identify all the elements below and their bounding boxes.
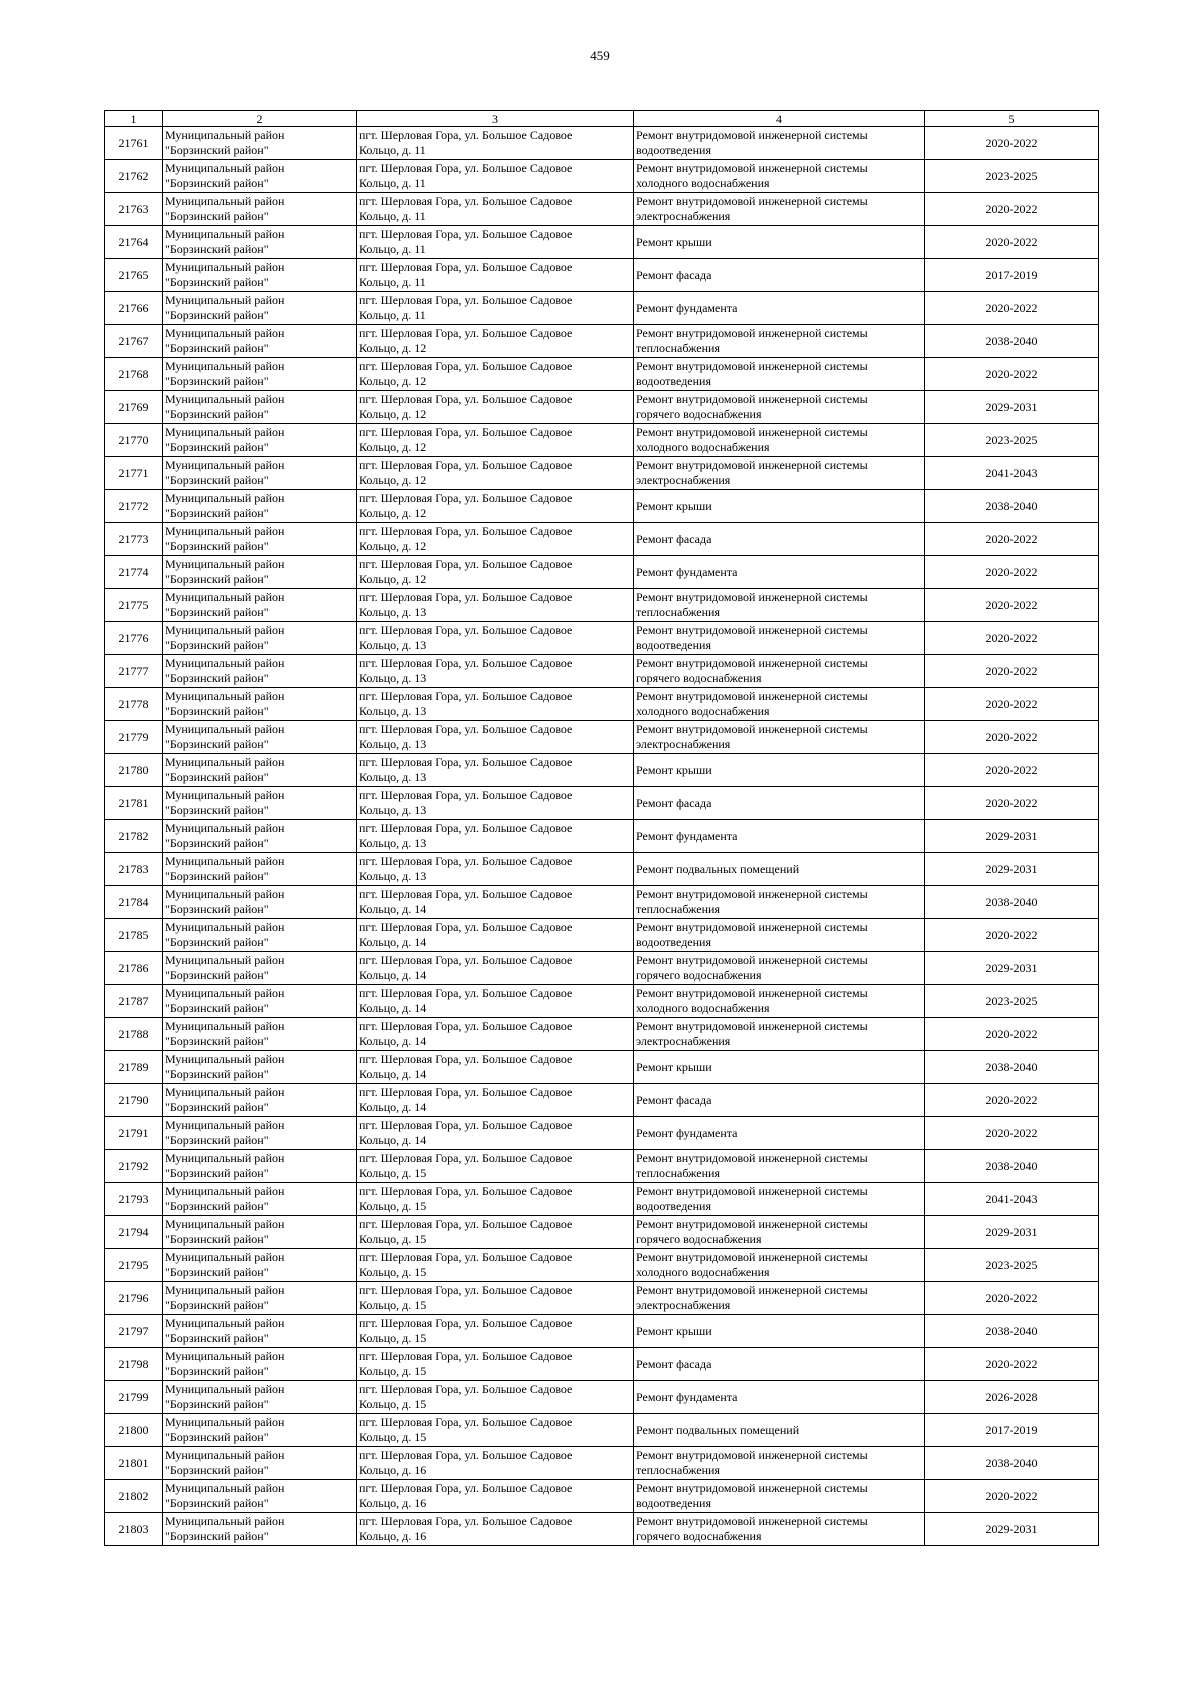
address-cell: пгт. Шерловая Гора, ул. Большое Садовое Кольцо, д. 11 xyxy=(357,193,634,226)
address-cell: пгт. Шерловая Гора, ул. Большое Садовое Кольцо, д. 13 xyxy=(357,787,634,820)
district-cell: Муниципальный район "Борзинский район" xyxy=(163,589,357,622)
table-row xyxy=(105,1018,1099,1051)
district-cell: Муниципальный район "Борзинский район" xyxy=(163,721,357,754)
district-cell: Муниципальный район "Борзинский район" xyxy=(163,259,357,292)
row-number-cell: 21787 xyxy=(105,985,163,1018)
district-cell: Муниципальный район "Борзинский район" xyxy=(163,1381,357,1414)
period-cell: 2020-2022 xyxy=(925,754,1099,787)
row-number-cell: 21762 xyxy=(105,160,163,193)
district-cell: Муниципальный район "Борзинский район" xyxy=(163,1051,357,1084)
address-cell: пгт. Шерловая Гора, ул. Большое Садовое Кольцо, д. 13 xyxy=(357,622,634,655)
district-cell: Муниципальный район "Борзинский район" xyxy=(163,688,357,721)
row-number-cell: 21772 xyxy=(105,490,163,523)
table-row xyxy=(105,688,1099,721)
address-cell: пгт. Шерловая Гора, ул. Большое Садовое Кольцо, д. 15 xyxy=(357,1282,634,1315)
period-cell: 2026-2028 xyxy=(925,1381,1099,1414)
address-cell: пгт. Шерловая Гора, ул. Большое Садовое Кольцо, д. 13 xyxy=(357,754,634,787)
work-type-cell: Ремонт внутридомовой инженерной системы электроснабжения xyxy=(634,1282,925,1315)
address-cell: пгт. Шерловая Гора, ул. Большое Садовое Кольцо, д. 14 xyxy=(357,1051,634,1084)
row-number-cell: 21769 xyxy=(105,391,163,424)
period-cell: 2029-2031 xyxy=(925,1513,1099,1546)
page-number: 459 xyxy=(590,48,610,63)
district-cell: Муниципальный район "Борзинский район" xyxy=(163,226,357,259)
table-row xyxy=(105,589,1099,622)
row-number-cell: 21773 xyxy=(105,523,163,556)
work-type-cell: Ремонт крыши xyxy=(634,1315,925,1348)
district-cell: Муниципальный район "Борзинский район" xyxy=(163,1315,357,1348)
district-cell: Муниципальный район "Борзинский район" xyxy=(163,622,357,655)
district-cell: Муниципальный район "Борзинский район" xyxy=(163,325,357,358)
period-cell: 2038-2040 xyxy=(925,1150,1099,1183)
period-cell: 2029-2031 xyxy=(925,952,1099,985)
address-cell: пгт. Шерловая Гора, ул. Большое Садовое Кольцо, д. 15 xyxy=(357,1348,634,1381)
table-row xyxy=(105,358,1099,391)
address-cell: пгт. Шерловая Гора, ул. Большое Садовое Кольцо, д. 11 xyxy=(357,259,634,292)
table-row xyxy=(105,787,1099,820)
period-cell: 2020-2022 xyxy=(925,919,1099,952)
work-type-cell: Ремонт внутридомовой инженерной системы электроснабжения xyxy=(634,1018,925,1051)
address-cell: пгт. Шерловая Гора, ул. Большое Садовое Кольцо, д. 14 xyxy=(357,1018,634,1051)
row-number-cell: 21768 xyxy=(105,358,163,391)
period-cell: 2020-2022 xyxy=(925,688,1099,721)
period-cell: 2020-2022 xyxy=(925,523,1099,556)
district-cell: Муниципальный район "Борзинский район" xyxy=(163,193,357,226)
district-cell: Муниципальный район "Борзинский район" xyxy=(163,655,357,688)
district-cell: Муниципальный район "Борзинский район" xyxy=(163,160,357,193)
work-type-cell: Ремонт фасада xyxy=(634,1348,925,1381)
address-cell: пгт. Шерловая Гора, ул. Большое Садовое Кольцо, д. 15 xyxy=(357,1150,634,1183)
row-number-cell: 21777 xyxy=(105,655,163,688)
work-type-cell: Ремонт внутридомовой инженерной системы холодного водоснабжения xyxy=(634,688,925,721)
work-type-cell: Ремонт фасада xyxy=(634,259,925,292)
row-number-cell: 21793 xyxy=(105,1183,163,1216)
table-row xyxy=(105,457,1099,490)
row-number-cell: 21763 xyxy=(105,193,163,226)
work-type-cell: Ремонт фундамента xyxy=(634,556,925,589)
period-cell: 2020-2022 xyxy=(925,292,1099,325)
table-row xyxy=(105,226,1099,259)
period-cell: 2020-2022 xyxy=(925,1282,1099,1315)
district-cell: Муниципальный район "Борзинский район" xyxy=(163,886,357,919)
period-cell: 2038-2040 xyxy=(925,490,1099,523)
row-number-cell: 21781 xyxy=(105,787,163,820)
row-number-cell: 21782 xyxy=(105,820,163,853)
address-cell: пгт. Шерловая Гора, ул. Большое Садовое Кольцо, д. 14 xyxy=(357,952,634,985)
address-cell: пгт. Шерловая Гора, ул. Большое Садовое Кольцо, д. 12 xyxy=(357,391,634,424)
row-number-cell: 21788 xyxy=(105,1018,163,1051)
row-number-cell: 21802 xyxy=(105,1480,163,1513)
period-cell: 2038-2040 xyxy=(925,325,1099,358)
table-row xyxy=(105,1282,1099,1315)
period-cell: 2020-2022 xyxy=(925,721,1099,754)
row-number-cell: 21780 xyxy=(105,754,163,787)
work-type-cell: Ремонт внутридомовой инженерной системы горячего водоснабжения xyxy=(634,1216,925,1249)
work-type-cell: Ремонт внутридомовой инженерной системы горячего водоснабжения xyxy=(634,1513,925,1546)
work-type-cell: Ремонт фундамента xyxy=(634,292,925,325)
district-cell: Муниципальный район "Борзинский район" xyxy=(163,919,357,952)
district-cell: Муниципальный район "Борзинский район" xyxy=(163,787,357,820)
row-number-cell: 21764 xyxy=(105,226,163,259)
district-cell: Муниципальный район "Борзинский район" xyxy=(163,457,357,490)
row-number-cell: 21800 xyxy=(105,1414,163,1447)
period-cell: 2020-2022 xyxy=(925,193,1099,226)
row-number-cell: 21791 xyxy=(105,1117,163,1150)
period-cell: 2038-2040 xyxy=(925,886,1099,919)
row-number-cell: 21797 xyxy=(105,1315,163,1348)
district-cell: Муниципальный район "Борзинский район" xyxy=(163,1183,357,1216)
work-type-cell: Ремонт внутридомовой инженерной системы электроснабжения xyxy=(634,193,925,226)
period-cell: 2020-2022 xyxy=(925,556,1099,589)
district-cell: Муниципальный район "Борзинский район" xyxy=(163,952,357,985)
table-row xyxy=(105,1183,1099,1216)
address-cell: пгт. Шерловая Гора, ул. Большое Садовое Кольцо, д. 13 xyxy=(357,655,634,688)
row-number-cell: 21766 xyxy=(105,292,163,325)
work-type-cell: Ремонт внутридомовой инженерной системы водоотведения xyxy=(634,919,925,952)
work-type-cell: Ремонт внутридомовой инженерной системы водоотведения xyxy=(634,127,925,160)
table-row xyxy=(105,1216,1099,1249)
row-number-cell: 21785 xyxy=(105,919,163,952)
period-cell: 2017-2019 xyxy=(925,1414,1099,1447)
table-row xyxy=(105,523,1099,556)
district-cell: Муниципальный район "Борзинский район" xyxy=(163,523,357,556)
table-row xyxy=(105,985,1099,1018)
district-cell: Муниципальный район "Борзинский район" xyxy=(163,1480,357,1513)
table-row xyxy=(105,391,1099,424)
work-type-cell: Ремонт внутридомовой инженерной системы теплоснабжения xyxy=(634,589,925,622)
period-cell: 2020-2022 xyxy=(925,589,1099,622)
work-type-cell: Ремонт крыши xyxy=(634,490,925,523)
district-cell: Муниципальный район "Борзинский район" xyxy=(163,1216,357,1249)
table-row xyxy=(105,424,1099,457)
work-type-cell: Ремонт внутридомовой инженерной системы теплоснабжения xyxy=(634,325,925,358)
column-number-3: 3 xyxy=(357,111,634,127)
district-cell: Муниципальный район "Борзинский район" xyxy=(163,424,357,457)
table-row xyxy=(105,1480,1099,1513)
address-cell: пгт. Шерловая Гора, ул. Большое Садовое Кольцо, д. 15 xyxy=(357,1381,634,1414)
row-number-cell: 21778 xyxy=(105,688,163,721)
address-cell: пгт. Шерловая Гора, ул. Большое Садовое Кольцо, д. 11 xyxy=(357,292,634,325)
table-row xyxy=(105,952,1099,985)
work-type-cell: Ремонт фундамента xyxy=(634,820,925,853)
table-row xyxy=(105,919,1099,952)
work-type-cell: Ремонт внутридомовой инженерной системы водоотведения xyxy=(634,1183,925,1216)
period-cell: 2020-2022 xyxy=(925,622,1099,655)
district-cell: Муниципальный район "Борзинский район" xyxy=(163,292,357,325)
period-cell: 2020-2022 xyxy=(925,1117,1099,1150)
district-cell: Муниципальный район "Борзинский район" xyxy=(163,391,357,424)
address-cell: пгт. Шерловая Гора, ул. Большое Садовое Кольцо, д. 14 xyxy=(357,1084,634,1117)
table-row xyxy=(105,292,1099,325)
table-row xyxy=(105,1084,1099,1117)
table-row xyxy=(105,1051,1099,1084)
table-row xyxy=(105,325,1099,358)
period-cell: 2023-2025 xyxy=(925,160,1099,193)
period-cell: 2020-2022 xyxy=(925,1348,1099,1381)
address-cell: пгт. Шерловая Гора, ул. Большое Садовое Кольцо, д. 12 xyxy=(357,523,634,556)
address-cell: пгт. Шерловая Гора, ул. Большое Садовое Кольцо, д. 15 xyxy=(357,1249,634,1282)
table-row xyxy=(105,754,1099,787)
district-cell: Муниципальный район "Борзинский район" xyxy=(163,1018,357,1051)
address-cell: пгт. Шерловая Гора, ул. Большое Садовое Кольцо, д. 12 xyxy=(357,556,634,589)
address-cell: пгт. Шерловая Гора, ул. Большое Садовое Кольцо, д. 16 xyxy=(357,1447,634,1480)
period-cell: 2029-2031 xyxy=(925,820,1099,853)
period-cell: 2023-2025 xyxy=(925,424,1099,457)
work-type-cell: Ремонт подвальных помещений xyxy=(634,1414,925,1447)
district-cell: Муниципальный район "Борзинский район" xyxy=(163,1150,357,1183)
row-number-cell: 21776 xyxy=(105,622,163,655)
work-type-cell: Ремонт внутридомовой инженерной системы теплоснабжения xyxy=(634,1447,925,1480)
period-cell: 2020-2022 xyxy=(925,226,1099,259)
work-type-cell: Ремонт внутридомовой инженерной системы холодного водоснабжения xyxy=(634,424,925,457)
row-number-cell: 21767 xyxy=(105,325,163,358)
repair-schedule-table xyxy=(104,110,1099,1546)
table-row xyxy=(105,622,1099,655)
work-type-cell: Ремонт фасада xyxy=(634,523,925,556)
district-cell: Муниципальный район "Борзинский район" xyxy=(163,556,357,589)
work-type-cell: Ремонт подвальных помещений xyxy=(634,853,925,886)
district-cell: Муниципальный район "Борзинский район" xyxy=(163,985,357,1018)
period-cell: 2038-2040 xyxy=(925,1447,1099,1480)
work-type-cell: Ремонт внутридомовой инженерной системы теплоснабжения xyxy=(634,1150,925,1183)
row-number-cell: 21771 xyxy=(105,457,163,490)
period-cell: 2029-2031 xyxy=(925,1216,1099,1249)
table-row xyxy=(105,1315,1099,1348)
row-number-cell: 21789 xyxy=(105,1051,163,1084)
work-type-cell: Ремонт внутридомовой инженерной системы водоотведения xyxy=(634,622,925,655)
table-row xyxy=(105,490,1099,523)
row-number-cell: 21761 xyxy=(105,127,163,160)
work-type-cell: Ремонт внутридомовой инженерной системы электроснабжения xyxy=(634,457,925,490)
table-row xyxy=(105,820,1099,853)
row-number-cell: 21790 xyxy=(105,1084,163,1117)
district-cell: Муниципальный район "Борзинский район" xyxy=(163,1249,357,1282)
row-number-cell: 21774 xyxy=(105,556,163,589)
period-cell: 2017-2019 xyxy=(925,259,1099,292)
period-cell: 2023-2025 xyxy=(925,1249,1099,1282)
address-cell: пгт. Шерловая Гора, ул. Большое Садовое Кольцо, д. 14 xyxy=(357,919,634,952)
table-row xyxy=(105,259,1099,292)
work-type-cell: Ремонт внутридомовой инженерной системы холодного водоснабжения xyxy=(634,985,925,1018)
address-cell: пгт. Шерловая Гора, ул. Большое Садовое Кольцо, д. 15 xyxy=(357,1183,634,1216)
address-cell: пгт. Шерловая Гора, ул. Большое Садовое Кольцо, д. 14 xyxy=(357,886,634,919)
row-number-cell: 21779 xyxy=(105,721,163,754)
period-cell: 2020-2022 xyxy=(925,127,1099,160)
table-row xyxy=(105,160,1099,193)
work-type-cell: Ремонт внутридомовой инженерной системы холодного водоснабжения xyxy=(634,1249,925,1282)
work-type-cell: Ремонт внутридомовой инженерной системы горячего водоснабжения xyxy=(634,391,925,424)
row-number-cell: 21799 xyxy=(105,1381,163,1414)
table-body xyxy=(105,111,1099,1546)
period-cell: 2041-2043 xyxy=(925,1183,1099,1216)
work-type-cell: Ремонт крыши xyxy=(634,226,925,259)
row-number-cell: 21765 xyxy=(105,259,163,292)
district-cell: Муниципальный район "Борзинский район" xyxy=(163,1348,357,1381)
row-number-cell: 21798 xyxy=(105,1348,163,1381)
row-number-cell: 21775 xyxy=(105,589,163,622)
row-number-cell: 21796 xyxy=(105,1282,163,1315)
row-number-cell: 21783 xyxy=(105,853,163,886)
period-cell: 2020-2022 xyxy=(925,787,1099,820)
district-cell: Муниципальный район "Борзинский район" xyxy=(163,490,357,523)
table-row xyxy=(105,1150,1099,1183)
address-cell: пгт. Шерловая Гора, ул. Большое Садовое Кольцо, д. 13 xyxy=(357,820,634,853)
address-cell: пгт. Шерловая Гора, ул. Большое Садовое Кольцо, д. 13 xyxy=(357,721,634,754)
district-cell: Муниципальный район "Борзинский район" xyxy=(163,1513,357,1546)
table-row xyxy=(105,1249,1099,1282)
work-type-cell: Ремонт внутридомовой инженерной системы теплоснабжения xyxy=(634,886,925,919)
address-cell: пгт. Шерловая Гора, ул. Большое Садовое Кольцо, д. 12 xyxy=(357,325,634,358)
district-cell: Муниципальный район "Борзинский район" xyxy=(163,853,357,886)
address-cell: пгт. Шерловая Гора, ул. Большое Садовое Кольцо, д. 13 xyxy=(357,589,634,622)
address-cell: пгт. Шерловая Гора, ул. Большое Садовое Кольцо, д. 14 xyxy=(357,1117,634,1150)
row-number-cell: 21801 xyxy=(105,1447,163,1480)
table-row xyxy=(105,556,1099,589)
address-cell: пгт. Шерловая Гора, ул. Большое Садовое Кольцо, д. 12 xyxy=(357,358,634,391)
column-number-header-row xyxy=(105,111,1099,127)
work-type-cell: Ремонт фасада xyxy=(634,787,925,820)
period-cell: 2038-2040 xyxy=(925,1051,1099,1084)
address-cell: пгт. Шерловая Гора, ул. Большое Садовое Кольцо, д. 11 xyxy=(357,127,634,160)
address-cell: пгт. Шерловая Гора, ул. Большое Садовое Кольцо, д. 13 xyxy=(357,853,634,886)
table-row xyxy=(105,886,1099,919)
period-cell: 2020-2022 xyxy=(925,358,1099,391)
column-number-5: 5 xyxy=(925,111,1099,127)
address-cell: пгт. Шерловая Гора, ул. Большое Садовое Кольцо, д. 16 xyxy=(357,1513,634,1546)
table-row xyxy=(105,1381,1099,1414)
district-cell: Муниципальный район "Борзинский район" xyxy=(163,754,357,787)
table-row xyxy=(105,853,1099,886)
address-cell: пгт. Шерловая Гора, ул. Большое Садовое Кольцо, д. 14 xyxy=(357,985,634,1018)
table-row xyxy=(105,1513,1099,1546)
district-cell: Муниципальный район "Борзинский район" xyxy=(163,1414,357,1447)
work-type-cell: Ремонт крыши xyxy=(634,754,925,787)
table-row xyxy=(105,193,1099,226)
work-type-cell: Ремонт крыши xyxy=(634,1051,925,1084)
period-cell: 2023-2025 xyxy=(925,985,1099,1018)
district-cell: Муниципальный район "Борзинский район" xyxy=(163,127,357,160)
work-type-cell: Ремонт внутридомовой инженерной системы холодного водоснабжения xyxy=(634,160,925,193)
work-type-cell: Ремонт фундамента xyxy=(634,1117,925,1150)
row-number-cell: 21770 xyxy=(105,424,163,457)
table-row xyxy=(105,127,1099,160)
address-cell: пгт. Шерловая Гора, ул. Большое Садовое Кольцо, д. 16 xyxy=(357,1480,634,1513)
period-cell: 2020-2022 xyxy=(925,1084,1099,1117)
row-number-cell: 21803 xyxy=(105,1513,163,1546)
table-row xyxy=(105,721,1099,754)
table-row xyxy=(105,655,1099,688)
address-cell: пгт. Шерловая Гора, ул. Большое Садовое Кольцо, д. 15 xyxy=(357,1216,634,1249)
row-number-cell: 21792 xyxy=(105,1150,163,1183)
district-cell: Муниципальный район "Борзинский район" xyxy=(163,1117,357,1150)
address-cell: пгт. Шерловая Гора, ул. Большое Садовое Кольцо, д. 11 xyxy=(357,226,634,259)
period-cell: 2029-2031 xyxy=(925,391,1099,424)
column-number-1: 1 xyxy=(105,111,163,127)
district-cell: Муниципальный район "Борзинский район" xyxy=(163,358,357,391)
period-cell: 2020-2022 xyxy=(925,1480,1099,1513)
table-row xyxy=(105,1117,1099,1150)
address-cell: пгт. Шерловая Гора, ул. Большое Садовое Кольцо, д. 15 xyxy=(357,1414,634,1447)
address-cell: пгт. Шерловая Гора, ул. Большое Садовое Кольцо, д. 13 xyxy=(357,688,634,721)
table-row xyxy=(105,1348,1099,1381)
district-cell: Муниципальный район "Борзинский район" xyxy=(163,1282,357,1315)
table-row xyxy=(105,1447,1099,1480)
district-cell: Муниципальный район "Борзинский район" xyxy=(163,1447,357,1480)
period-cell: 2020-2022 xyxy=(925,655,1099,688)
row-number-cell: 21794 xyxy=(105,1216,163,1249)
work-type-cell: Ремонт внутридомовой инженерной системы горячего водоснабжения xyxy=(634,952,925,985)
address-cell: пгт. Шерловая Гора, ул. Большое Садовое Кольцо, д. 12 xyxy=(357,490,634,523)
work-type-cell: Ремонт внутридомовой инженерной системы электроснабжения xyxy=(634,721,925,754)
period-cell: 2041-2043 xyxy=(925,457,1099,490)
address-cell: пгт. Шерловая Гора, ул. Большое Садовое Кольцо, д. 11 xyxy=(357,160,634,193)
work-type-cell: Ремонт внутридомовой инженерной системы горячего водоснабжения xyxy=(634,655,925,688)
address-cell: пгт. Шерловая Гора, ул. Большое Садовое Кольцо, д. 12 xyxy=(357,457,634,490)
row-number-cell: 21795 xyxy=(105,1249,163,1282)
work-type-cell: Ремонт внутридомовой инженерной системы водоотведения xyxy=(634,358,925,391)
period-cell: 2020-2022 xyxy=(925,1018,1099,1051)
period-cell: 2029-2031 xyxy=(925,853,1099,886)
address-cell: пгт. Шерловая Гора, ул. Большое Садовое Кольцо, д. 15 xyxy=(357,1315,634,1348)
column-number-2: 2 xyxy=(163,111,357,127)
address-cell: пгт. Шерловая Гора, ул. Большое Садовое Кольцо, д. 12 xyxy=(357,424,634,457)
work-type-cell: Ремонт внутридомовой инженерной системы водоотведения xyxy=(634,1480,925,1513)
period-cell: 2038-2040 xyxy=(925,1315,1099,1348)
district-cell: Муниципальный район "Борзинский район" xyxy=(163,820,357,853)
table-row xyxy=(105,1414,1099,1447)
work-type-cell: Ремонт фундамента xyxy=(634,1381,925,1414)
work-type-cell: Ремонт фасада xyxy=(634,1084,925,1117)
row-number-cell: 21786 xyxy=(105,952,163,985)
district-cell: Муниципальный район "Борзинский район" xyxy=(163,1084,357,1117)
column-number-4: 4 xyxy=(634,111,925,127)
row-number-cell: 21784 xyxy=(105,886,163,919)
